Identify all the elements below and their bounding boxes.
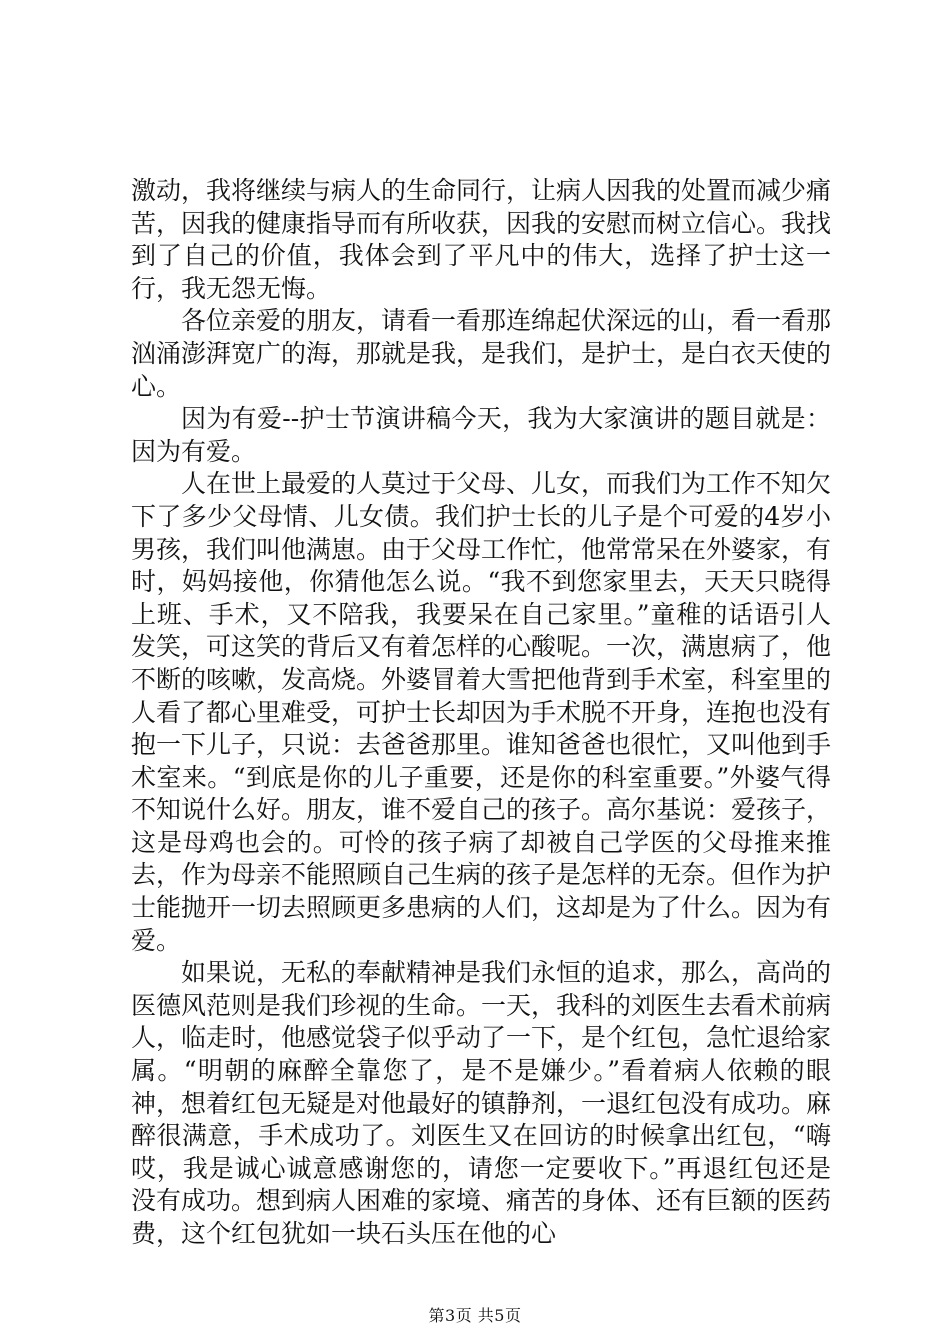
paragraph-1: 激动，我将继续与病人的生命同行，让病人因我的处置而减少痛苦，因我的健康指导而有所收获，因我的安慰而树立信心。我找到了自己的价值，我体会到了平凡中的伟大，选择了护士这一行，我无怨无悔。 [131, 176, 832, 303]
document-body [131, 175, 831, 1251]
paragraph-4: 人在世上最爱的人莫过于父母、儿女，而我们为工作不知欠下了多少父母情、儿女债。我们护士长的儿子是个可爱的4岁小男孩，我们叫他满崽。由于父母工作忙，他常常呆在外婆家，有时，妈妈接他，你猜他怎么说。“我不到您家里去，天天只晓得上班、手术，又不陪我，我要呆在自己家里。”童稚的话语引人发笑，可这笑的背后又有着怎样的心酸呢。一次，满崽病了，他不断的咳嗽，发高烧。外婆冒着大雪把他背到手术室，科室里的人看了都心里难受，可护士长却因为手术脱不开身，连抱也没有抱一下儿子，只说：去爸爸那里。谁知爸爸也很忙，又叫他到手术室来。“到底是你的儿子重要，还是你的科室重要。”外婆气得不知说什么好。朋友，谁不爱自己的孩子。高尔基说：爱孩子，这是母鸡也会的。可怜的孩子病了却被自己学医的父母推来推去，作为母亲不能照顾自己生病的孩子是怎样的无奈。但作为护士能抛开一切去照顾更多患病的人们，这却是为了什么。因为有爱。 [131, 469, 832, 955]
paragraph-3: 因为有爱--护士节演讲稿今天，我为大家演讲的题目就是：因为有爱。 [131, 404, 831, 466]
paragraph-5: 如果说，无私的奉献精神是我们永恒的追求，那么，高尚的医德风范则是我们珍视的生命。一天，我科的刘医生去看术前病人，临走时，他感觉袋子似乎动了一下，是个红包，急忙退给家属。“明朝的麻醉全靠您了，是不是嫌少。”看着病人依赖的眼神，想着红包无疑是对他最好的镇静剂，一退红包没有成功。麻醉很满意，手术成功了。刘医生又在回访的时候拿出红包，“嗨哎，我是诚心诚意感谢您的，请您一定要收下。”再退红包还是没有成功。想到病人困难的家境、痛苦的身体、还有巨额的医药费，这个红包犹如一块石头压在他的心 [131, 958, 832, 1248]
page-number-footer: 第3页 共5页 [428, 1306, 522, 1325]
paragraph-2: 各位亲爱的朋友，请看一看那连绵起伏深远的山，看一看那汹涌澎湃宽广的海，那就是我，是我们，是护士，是白衣天使的心。 [131, 306, 832, 401]
